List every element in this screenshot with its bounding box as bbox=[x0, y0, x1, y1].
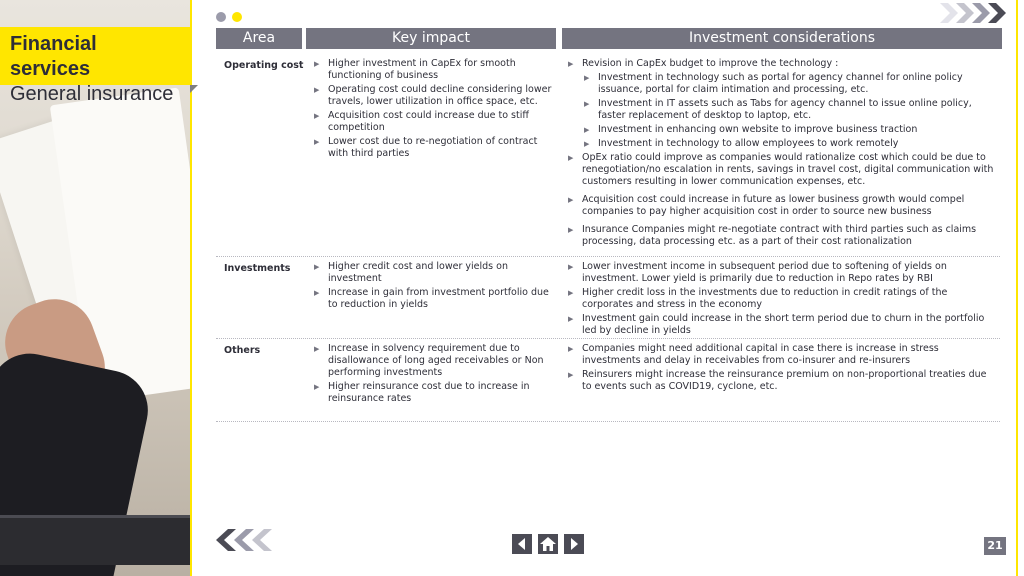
chevrons-icon bbox=[940, 2, 1006, 24]
list-item: ▶ Acquisition cost could increase in future as lower business growth would compel companies to pay higher acquisition cost in order to source new business bbox=[566, 194, 996, 218]
list-item: ▶ Investment gain could increase in the short term period due to churn in the portfolio led by decline in yields bbox=[566, 313, 996, 337]
list-item: ▶ Higher credit loss in the investments due to reduction in credit ratings of the corporates and stress in the economy bbox=[566, 287, 996, 311]
header-area: Area bbox=[216, 28, 302, 49]
table-row bbox=[216, 257, 1000, 339]
list-item: ▶ Higher investment in CapEx for smooth functioning of business bbox=[312, 58, 552, 82]
key-impact-list bbox=[312, 261, 552, 313]
list-item: ▶ Companies might need additional capital in case there is increase in stress investments and delay in receivables from co-insurer and re-insurers bbox=[566, 343, 996, 367]
right-border bbox=[1016, 0, 1018, 576]
table-row bbox=[216, 339, 1000, 422]
list-item: ▶ Operating cost could decline considering lower travels, lower utilization in office space, etc. bbox=[312, 84, 552, 108]
area-label: Others bbox=[224, 345, 261, 356]
next-arrow-icon[interactable] bbox=[564, 534, 584, 554]
back-chevrons-icon bbox=[216, 528, 280, 552]
area-label: Operating cost bbox=[224, 60, 304, 71]
table-row bbox=[216, 54, 1000, 257]
list-item: ▶ Increase in solvency requirement due to disallowance of long aged receivables or Non performing investments bbox=[312, 343, 552, 379]
list-item: ▶ Reinsurers might increase the reinsurance premium on non-proportional treaties due to events such as COVID19, cyclone, etc. bbox=[566, 369, 996, 393]
home-icon[interactable] bbox=[538, 534, 558, 554]
title-corner bbox=[190, 85, 198, 93]
title-line-2: General insurance bbox=[10, 83, 174, 105]
title-line-1: Financial services bbox=[10, 33, 97, 80]
progress-dots bbox=[216, 12, 242, 22]
list-item: ▶ Investment in technology such as portal for agency channel for online policy issuance, portal for claim intimation and processing, etc. bbox=[582, 72, 996, 96]
investment-list bbox=[566, 58, 996, 250]
list-item: ▶ Investment in technology to allow employees to work remotely bbox=[582, 138, 996, 150]
list-item: ▶ Lower investment income in subsequent period due to softening of yields on investment. Lower yield is primarily due to reduction in Repo rates by RBI bbox=[566, 261, 996, 285]
list-item: ▶ Revision in CapEx budget to improve the technology : bbox=[566, 58, 996, 70]
laptop bbox=[0, 515, 190, 565]
list-item: ▶ Acquisition cost could increase due to stiff competition bbox=[312, 110, 552, 134]
list-item: ▶ Lower cost due to re-negotiation of contract with third parties bbox=[312, 136, 552, 160]
area-label: Investments bbox=[224, 263, 291, 274]
list-item: ▶ Investment in enhancing own website to improve business traction bbox=[582, 124, 996, 136]
dot bbox=[232, 12, 242, 22]
prev-arrow-icon[interactable] bbox=[512, 534, 532, 554]
header-investment: Investment considerations bbox=[562, 28, 1002, 49]
page-number: 21 bbox=[984, 537, 1006, 555]
section-title bbox=[0, 27, 190, 105]
list-item: ▶ OpEx ratio could improve as companies would rationalize cost which could be due to renegotiation/no escalation in rents, savings in travel cost, digital communication with customers resulting in lower communication expenses, etc. bbox=[566, 152, 996, 188]
investment-list bbox=[566, 261, 996, 339]
investment-list bbox=[566, 343, 996, 395]
key-impact-list bbox=[312, 343, 552, 407]
list-item: ▶ Insurance Companies might re-negotiate contract with third parties such as claims processing, data processing etc. as a part of their cost rationalization bbox=[566, 224, 996, 248]
header-key-impact: Key impact bbox=[306, 28, 556, 49]
dot bbox=[216, 12, 226, 22]
key-impact-list bbox=[312, 58, 552, 162]
list-item: ▶ Higher reinsurance cost due to increase in reinsurance rates bbox=[312, 381, 552, 405]
list-item: ▶ Higher credit cost and lower yields on investment bbox=[312, 261, 552, 285]
list-item: ▶ Increase in gain from investment portfolio due to reduction in yields bbox=[312, 287, 552, 311]
list-item: ▶ Investment in IT assets such as Tabs for agency channel to issue online policy, faster replacement of desktop to laptop, etc. bbox=[582, 98, 996, 122]
